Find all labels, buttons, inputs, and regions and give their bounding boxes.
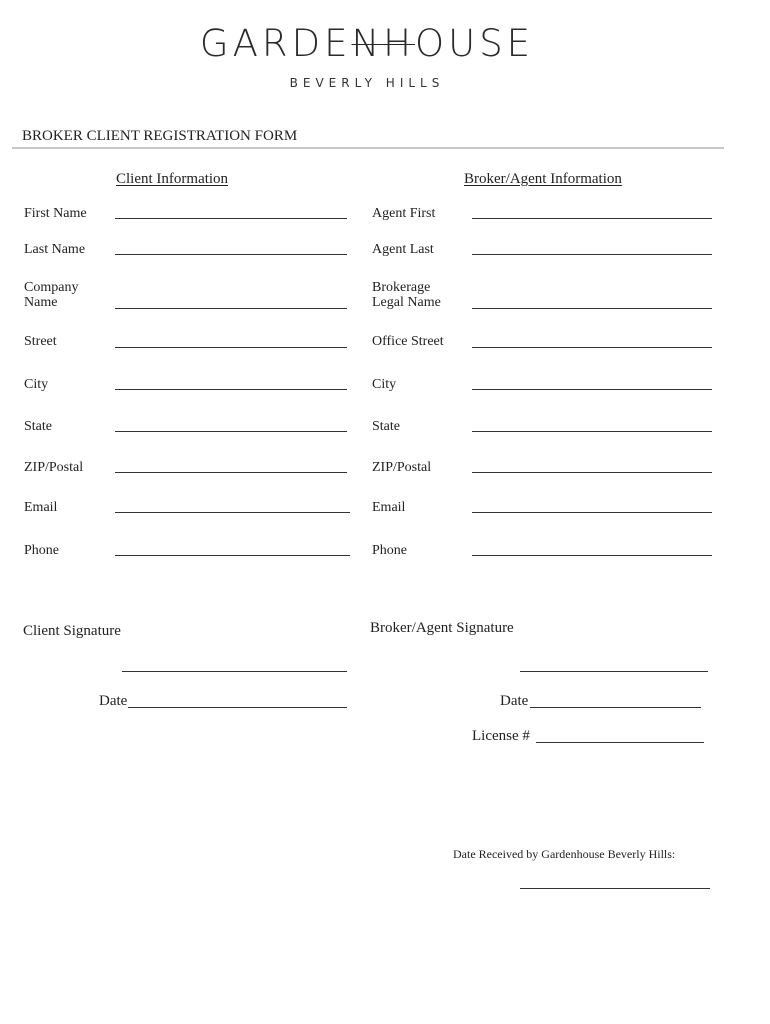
brokerage-name-field[interactable] bbox=[472, 308, 712, 309]
license-field[interactable] bbox=[536, 742, 704, 743]
client-company-field[interactable] bbox=[115, 308, 347, 309]
client-date-field[interactable] bbox=[128, 707, 347, 708]
broker-date-label: Date bbox=[500, 693, 529, 709]
client-zip-field[interactable] bbox=[115, 472, 347, 473]
client-company-label: Company Name bbox=[24, 280, 79, 310]
broker-phone-label: Phone bbox=[372, 543, 407, 558]
brand-logo-left: GARDE bbox=[199, 22, 352, 65]
broker-info-heading: Broker/Agent Information bbox=[464, 171, 622, 187]
client-last-name-field[interactable] bbox=[115, 254, 347, 255]
broker-zip-label: ZIP/Postal bbox=[372, 460, 432, 475]
brand-location: BEVERLY HILLS bbox=[289, 76, 445, 90]
office-street-field[interactable] bbox=[472, 347, 712, 348]
client-info-heading: Client Information bbox=[116, 171, 229, 187]
brand-logo-right: OUSE bbox=[414, 22, 535, 65]
client-signature-field[interactable] bbox=[122, 671, 347, 672]
brokerage-name-label: Brokerage Legal Name bbox=[372, 280, 441, 310]
client-first-name-field[interactable] bbox=[115, 218, 347, 219]
client-zip-label: ZIP/Postal bbox=[24, 460, 84, 475]
broker-state-field[interactable] bbox=[472, 431, 712, 432]
client-date-label: Date bbox=[99, 693, 128, 709]
form-title: BROKER CLIENT REGISTRATION FORM bbox=[22, 128, 298, 144]
client-last-name-label: Last Name bbox=[24, 242, 86, 257]
client-state-field[interactable] bbox=[115, 431, 347, 432]
client-phone-label: Phone bbox=[24, 543, 59, 558]
broker-date-field[interactable] bbox=[530, 707, 701, 708]
broker-phone-field[interactable] bbox=[472, 555, 712, 556]
broker-email-field[interactable] bbox=[472, 512, 712, 513]
date-received-field[interactable] bbox=[520, 888, 710, 889]
office-street-label: Office Street bbox=[372, 334, 444, 349]
title-divider bbox=[12, 147, 724, 149]
client-phone-field[interactable] bbox=[115, 555, 350, 556]
broker-city-field[interactable] bbox=[472, 389, 712, 390]
client-city-label: City bbox=[24, 377, 49, 392]
client-signature-label: Client Signature bbox=[23, 623, 121, 639]
broker-email-label: Email bbox=[372, 500, 406, 515]
client-first-name-label: First Name bbox=[24, 206, 87, 221]
broker-signature-field[interactable] bbox=[520, 671, 708, 672]
agent-first-field[interactable] bbox=[472, 218, 712, 219]
broker-zip-field[interactable] bbox=[472, 472, 712, 473]
client-street-field[interactable] bbox=[115, 347, 347, 348]
broker-signature-label: Broker/Agent Signature bbox=[370, 620, 514, 636]
agent-last-field[interactable] bbox=[472, 254, 712, 255]
client-state-label: State bbox=[24, 419, 52, 434]
license-label: License # bbox=[472, 728, 530, 744]
client-email-field[interactable] bbox=[115, 512, 350, 513]
client-email-label: Email bbox=[24, 500, 58, 515]
agent-first-label: Agent First bbox=[372, 206, 436, 221]
client-city-field[interactable] bbox=[115, 389, 347, 390]
broker-city-label: City bbox=[372, 377, 397, 392]
brand-logo bbox=[0, 22, 734, 65]
broker-state-label: State bbox=[372, 419, 400, 434]
client-street-label: Street bbox=[24, 334, 57, 349]
agent-last-label: Agent Last bbox=[372, 242, 434, 257]
date-received-label: Date Received by Gardenhouse Beverly Hills: bbox=[453, 847, 676, 861]
brand-logo-mark: NH bbox=[351, 22, 415, 65]
